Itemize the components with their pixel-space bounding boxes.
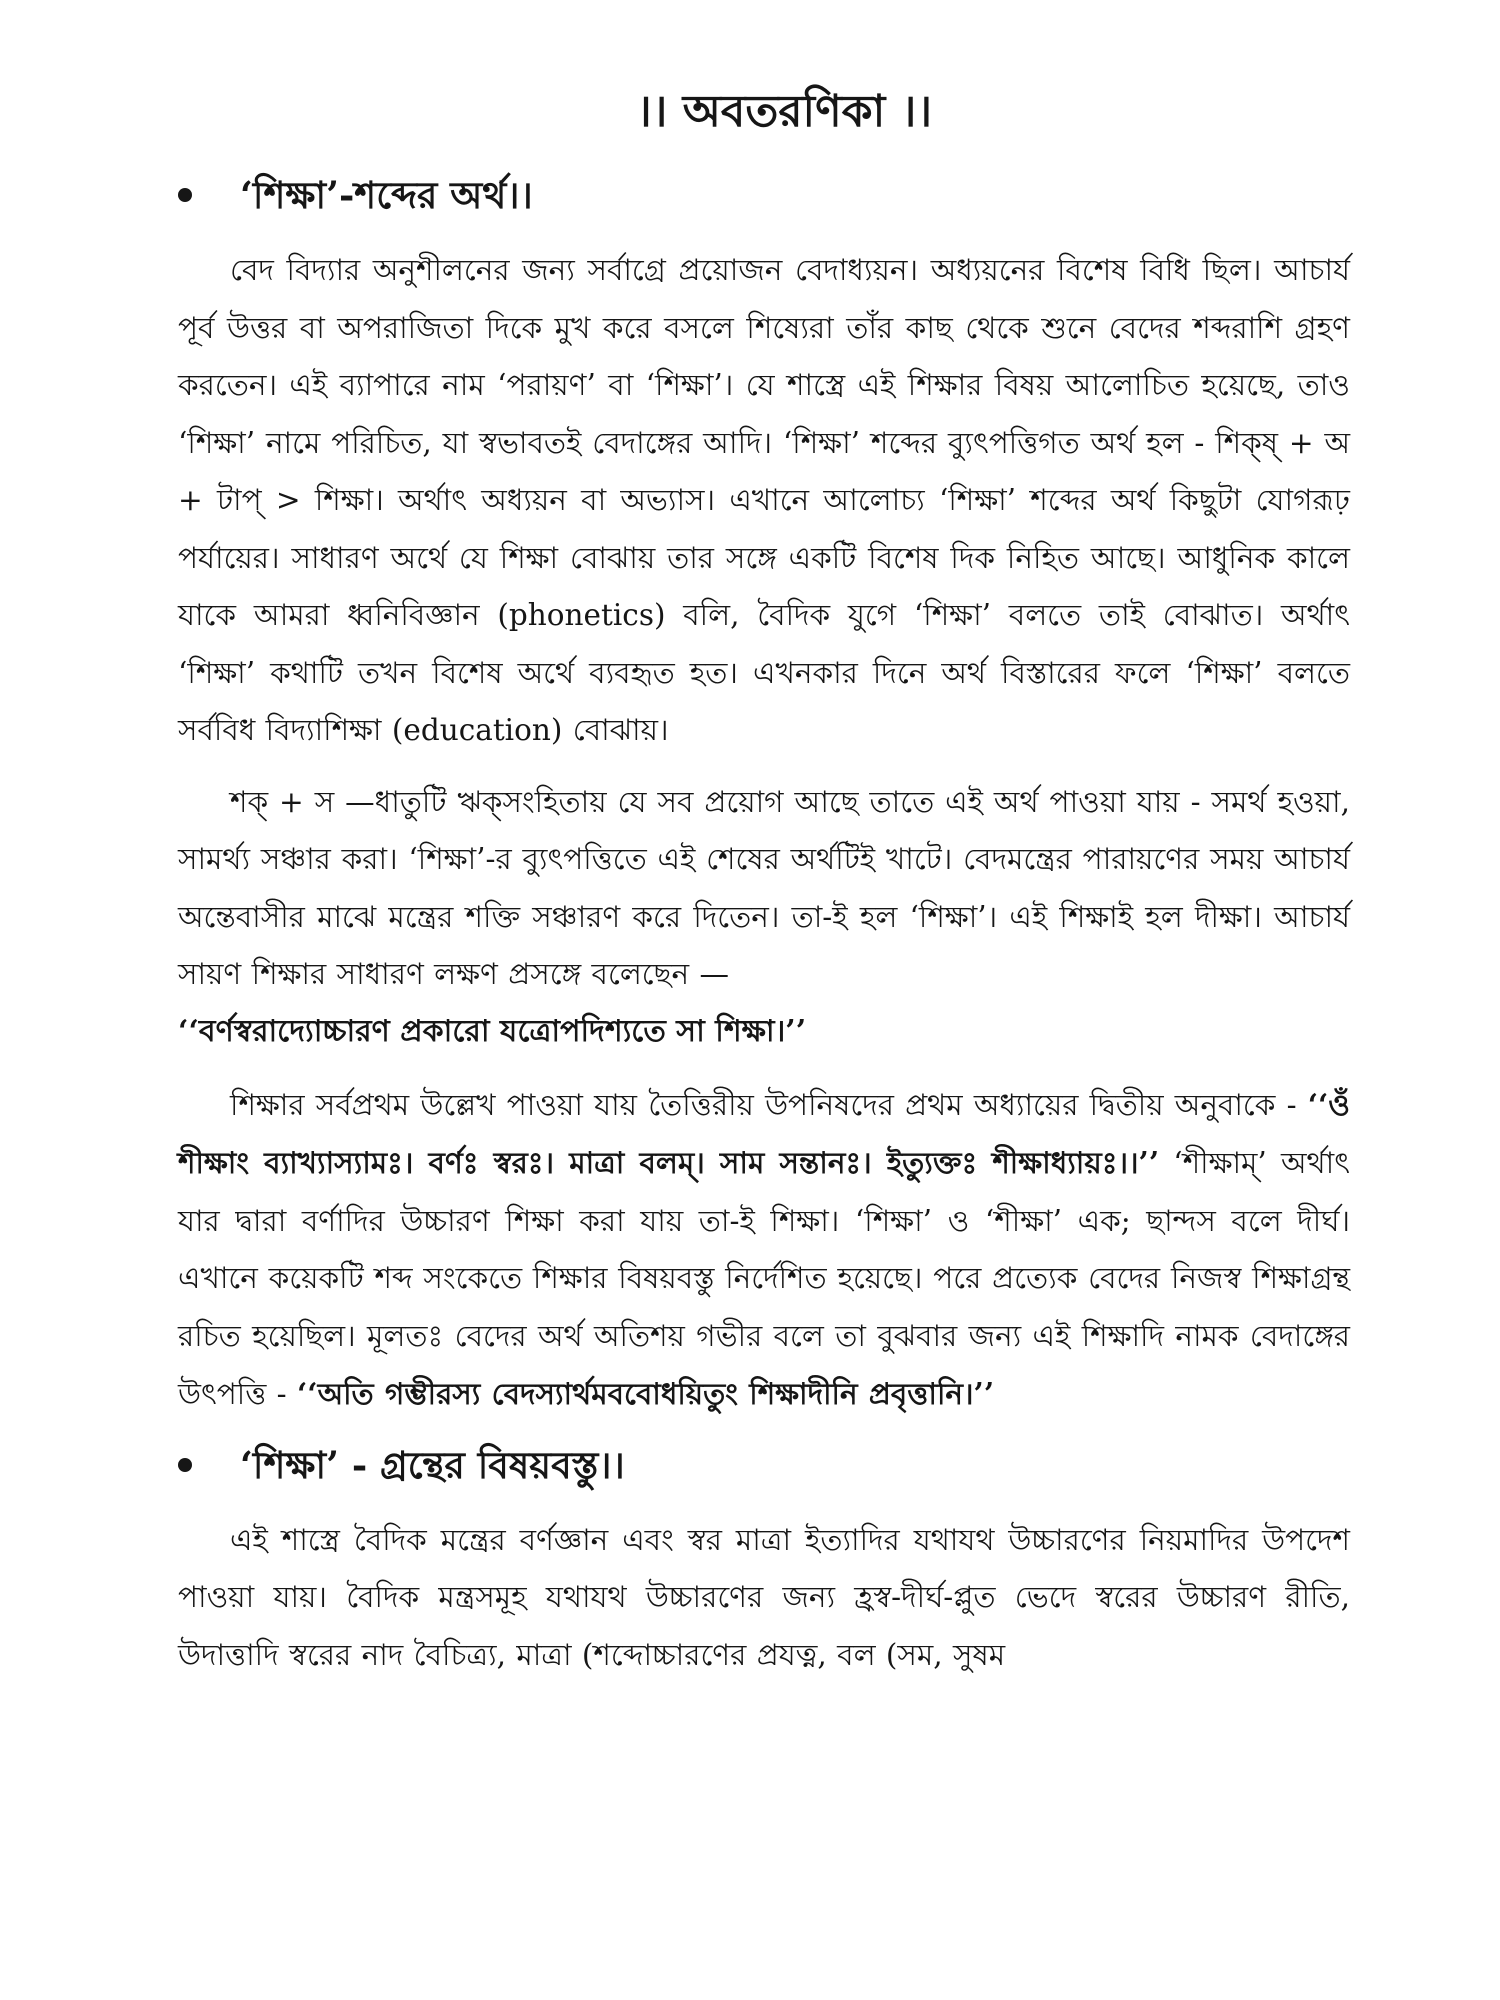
section-heading-text: ‘শিক্ষা’ - গ্রন্থের বিষয়বস্তু।। <box>240 1442 625 1487</box>
bullet-icon <box>178 1458 192 1472</box>
document-page <box>178 82 1350 1698</box>
paragraph-1: বেদ বিদ্যার অনুশীলনের জন্য সর্বাগ্রে প্রয়োজন বেদাধ্যয়ন। অধ্যয়নের বিশেষ বিধি ছিল। আচার্য পূর্ব উত্তর বা অপরাজিতা দিকে মুখ করে বসলে শিষ্যেরা তাঁর কাছ থেকে শুনে বেদের শব্দরাশি গ্রহণ করতেন। এই ব্যাপারে নাম ‘পরায়ণ’ বা ‘শিক্ষা’। যে শাস্ত্রে এই শিক্ষার বিষয় আলোচিত হয়েছে, তাও ‘শিক্ষা’ নামে পরিচিত, যা স্বভাবতই বেদাঙ্গের আদি। ‘শিক্ষা’ শব্দের ব্যুৎপত্তিগত অর্থ হল - শিক্ষ্ + অ + টাপ্ > শিক্ষা। অর্থাৎ অধ্যয়ন বা অভ্যাস। এখানে আলোচ্য ‘শিক্ষা’ শব্দের অর্থ কিছুটা যোগরূঢ় পর্যায়ের। সাধারণ অর্থে যে শিক্ষা বোঝায় তার সঙ্গে একটি বিশেষ দিক নিহিত আছে। আধুনিক কালে যাকে আমরা ধ্বনিবিজ্ঞান (phonetics) বলি, বৈদিক যুগে ‘শিক্ষা’ বলতে তাই বোঝাত। অর্থাৎ ‘শিক্ষা’ কথাটি তখন বিশেষ অর্থে ব্যবহৃত হত। এখনকার দিনে অর্থ বিস্তারের ফলে ‘শিক্ষা’ বলতে সর্ববিধ বিদ্যাশিক্ষা (education) বোঝায়। <box>178 253 1350 747</box>
upanishad-quote: ‘‘ওঁ শীক্ষাং ব্যাখ্যাস্যামঃ। বর্ণঃ স্বরঃ। মাত্রা বলম্। সাম সন্তানঃ। ইত্যুক্তঃ শীক্ষাধ্যায়ঃ।।’’ <box>178 1086 1350 1180</box>
sayana-quote: ‘‘বর্ণস্বরাদ্যোচ্চারণ প্রকারো যত্রোপদিশ্যতে সা শিক্ষা।’’ <box>178 1013 807 1049</box>
bullet-icon <box>178 188 192 202</box>
section-heading-content <box>178 1438 1350 1492</box>
paragraph-2: শক্ + স —ধাতুটি ঋক্‌সংহিতায় যে সব প্রয়োগ আছে তাতে এই অর্থ পাওয়া যায় - সমর্থ হওয়া, সামর্থ্য সঞ্চার করা। ‘শিক্ষা’-র ব্যুৎপত্তিতে এই শেষের অর্থটিই খাটে। বেদমন্ত্রের পারায়ণের সময় আচার্য অন্তেবাসীর মাঝে মন্ত্রের শক্তি সঞ্চারণ করে দিতেন। তা-ই হল ‘শিক্ষা’। এই শিক্ষাই হল দীক্ষা। আচার্য সায়ণ শিক্ষার সাধারণ লক্ষণ প্রসঙ্গে বলেছেন — <box>178 784 1350 991</box>
paragraph-3-text-b: ‘শীক্ষাম্’ অর্থাৎ যার দ্বারা বর্ণাদির উচ্চারণ শিক্ষা করা যায় তা-ই শিক্ষা। ‘শিক্ষা’ ও ‘শীক্ষা’ এক; ছান্দস বলে দীর্ঘ। এখানে কয়েকটি শব্দ সংকেতে শিক্ষার বিষয়বস্তু নির্দেশিত হয়েছে। পরে প্রত্যেক বেদের নিজস্ব শিক্ষাগ্রন্থ রচিত হয়েছিল। মূলতঃ বেদের অর্থ অতিশয় গভীর বলে তা বুঝবার জন্য এই শিক্ষাদি নামক বেদাঙ্গের উৎপত্তি - <box>178 1146 1350 1411</box>
section-heading-text: ‘শিক্ষা’-শব্দের অর্থ।। <box>240 173 533 217</box>
paragraph-3-text-a: শিক্ষার সর্বপ্রথম উল্লেখ পাওয়া যায় তৈত্তিরীয় উপনিষদের প্রথম অধ্যায়ের দ্বিতীয় অনুবাকে - <box>230 1087 1308 1122</box>
section-heading-meaning <box>178 168 1350 222</box>
paragraph-3 <box>178 1076 1350 1424</box>
closing-quote: ‘‘অতি গম্ভীরস্য বেদস্যার্থমববোধয়িতুং শিক্ষাদীনি প্রবৃত্তানি।’’ <box>297 1376 995 1411</box>
paragraph-4: এই শাস্ত্রে বৈদিক মন্ত্রের বর্ণজ্ঞান এবং স্বর মাত্রা ইত্যাদির যথাযথ উচ্চারণের নিয়মাদির উপদেশ পাওয়া যায়। বৈদিক মন্ত্রসমূহ যথাযথ উচ্চারণের জন্য হ্রস্ব-দীর্ঘ-প্লুত ভেদে স্বরের উচ্চারণ রীতি, উদাত্তাদি স্বরের নাদ বৈচিত্র্য, মাত্রা (শব্দোচ্চারণের প্রযত্ন, বল (সম, সুষম <box>178 1522 1350 1672</box>
page-title: ।। অবতরণিকা ।। <box>635 86 933 137</box>
